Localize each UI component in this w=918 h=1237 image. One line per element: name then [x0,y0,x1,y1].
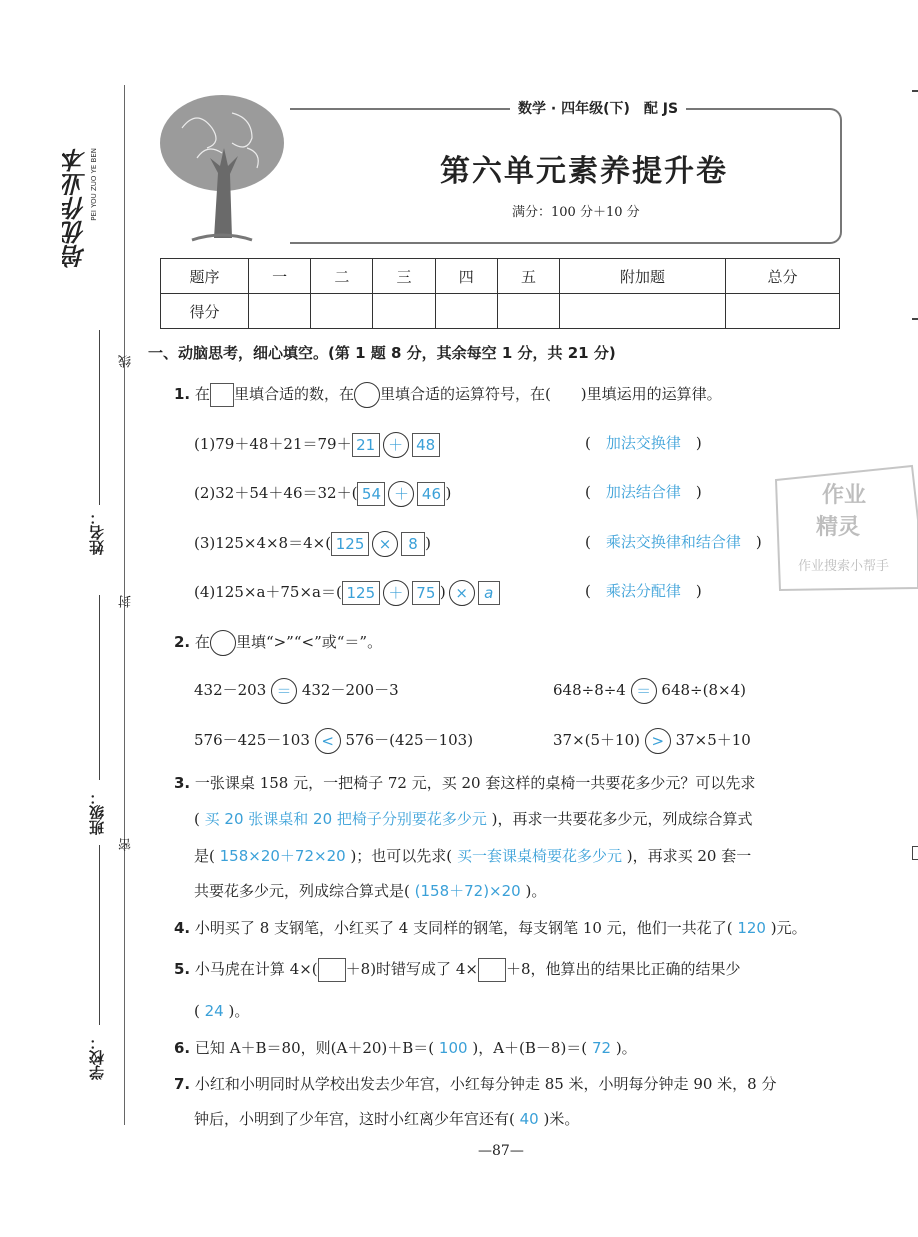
compare-right: 576－(425－103) [345,731,474,749]
answer-box[interactable]: 75 [412,581,440,605]
score-table-score-row [161,294,840,329]
blank-box-icon [478,958,506,982]
score-table [160,258,840,329]
name-label: 姓名： [88,510,106,555]
answer-circle[interactable]: ＋ [383,580,409,606]
q1-text: 在 [194,385,210,403]
score-table-cell: 一 [249,259,311,294]
score-table-cell: 题序 [161,259,249,294]
q3-line-3 [194,845,751,866]
expression: ) [439,583,446,601]
q5-text: )。 [228,1002,250,1020]
answer-law[interactable]: 乘法分配律 [605,582,681,600]
q3-text: )，再求买 20 套一 [626,847,752,865]
q2-text: 在 [194,633,210,651]
q6-text: 已知 A＋B＝80，则(A＋20)＋B＝( [194,1039,435,1057]
compare-left: 648÷8÷4 [553,681,626,699]
answer-box[interactable]: 125 [342,581,380,605]
answer-text[interactable]: 24 [204,1002,224,1020]
score-info: 满分：100 分＋10 分 [512,205,640,220]
q1-law-2: ( 加法结合律 ) [585,483,702,501]
class-field[interactable] [99,595,100,780]
answer-box[interactable]: 46 [417,482,445,506]
edge-mark [912,318,918,320]
question-6 [174,1037,637,1058]
stamp-text: 精灵 [816,514,861,540]
edge-mark [912,90,918,92]
question-3 [174,772,755,793]
question-5 [174,958,740,982]
score-table-cell: 三 [373,259,435,294]
q3-text: )。 [525,882,547,900]
score-table-cell: 总分 [725,259,839,294]
q6-text: )。 [615,1039,637,1057]
compare-left: 37×(5＋10) [553,731,640,749]
question-number: 2. [174,633,191,651]
answer-text[interactable]: 100 [438,1039,468,1057]
compare-answer[interactable]: ＝ [631,678,657,704]
q5-text: 小马虎在计算 4×( [194,960,318,978]
q2-text: 里填“>”“<”或“＝”。 [235,633,383,651]
q5-line-2 [194,1000,249,1021]
q1-text: 里填合适的运算符号，在( )里填运用的运算律。 [379,385,722,403]
compare-item [553,678,746,704]
expression: (1)79＋48＋21＝79＋ [194,435,352,453]
expression: (2)32＋54＋46＝32＋( [194,484,358,502]
score-cell[interactable] [560,294,726,329]
answer-law[interactable]: 加法交换律 [605,434,681,452]
q7-text: 小红和小明同时从学校出发去少年宫，小红每分钟走 85 米，小明每分钟走 90 米，8 分 [194,1075,777,1093]
compare-right: 648÷(8×4) [661,681,746,699]
score-table-cell: 二 [311,259,373,294]
question-1 [174,382,722,408]
score-cell[interactable] [249,294,311,329]
edge-mark [912,846,918,860]
q3-text: )；也可以先求( [350,847,453,865]
q4-text: 小明买了 8 支钢笔，小红买了 4 支同样的钢笔，每支钢笔 10 元，他们一共花了( [194,919,733,937]
question-4 [174,917,807,938]
answer-box[interactable]: a [478,581,500,605]
score-cell[interactable] [435,294,497,329]
q6-text: )，A＋(B－8)＝( [472,1039,588,1057]
school-field[interactable] [99,845,100,1025]
question-number: 7. [174,1075,191,1093]
binding-label-line: 线 [119,355,134,368]
q1-row-4 [194,580,500,606]
answer-circle[interactable]: × [449,580,475,606]
compare-answer[interactable]: > [645,728,671,754]
blank-circle-icon [210,630,236,656]
compare-answer[interactable]: ＝ [271,678,297,704]
score-table-cell: 四 [435,259,497,294]
question-number: 6. [174,1039,191,1057]
binding-label-mi: 密 [119,838,134,851]
answer-box[interactable]: 8 [401,532,425,556]
q7-text: )米。 [543,1110,580,1128]
q3-line-2 [194,808,753,829]
compare-item [194,728,473,754]
q3-line-4 [194,880,546,901]
q1-text: 里填合适的数，在 [233,385,354,403]
answer-box[interactable]: 21 [352,433,380,457]
page-number: —87— [478,1143,524,1159]
answer-text[interactable]: 买一套课桌椅要花多少元 [456,847,622,865]
score-cell[interactable] [311,294,373,329]
answer-circle[interactable]: ＋ [388,481,414,507]
compare-left: 576－425－103 [194,731,310,749]
page-title: 第六单元素养提升卷 [440,154,728,189]
score-row-label: 得分 [161,294,249,329]
compare-left: 432－203 [194,681,267,699]
expression: ) [425,534,431,552]
q1-law-3: ( 乘法交换律和结合律 ) [585,533,762,551]
section-title: 一、动脑思考，细心填空。(第 1 题 8 分，其余每空 1 分，共 21 分) [148,344,616,362]
answer-box[interactable]: 48 [412,433,440,457]
stamp-text: 作业搜索小帮手 [798,559,890,574]
question-7 [174,1073,776,1094]
compare-answer[interactable]: < [315,728,341,754]
answer-law[interactable]: 乘法交换律和结合律 [605,533,741,551]
score-cell[interactable] [725,294,839,329]
q3-text: 共要花多少元，列成综合算式是( [194,882,410,900]
expression: (4)125×a＋75×a＝( [194,583,342,601]
q1-law-4: ( 乘法分配律 ) [585,582,702,600]
answer-law[interactable]: 加法结合律 [605,483,681,501]
school-label: 学校： [88,1035,106,1080]
answer-box[interactable]: 125 [331,532,369,556]
compare-item [553,728,751,754]
question-number: 1. [174,385,191,403]
q4-text: )元。 [770,919,807,937]
blank-box-icon [318,958,346,982]
logo-text: 培优作业本 [62,148,90,268]
answer-text[interactable]: 买 20 张课桌和 20 把椅子分别要花多少元 [204,810,487,828]
q5-text: ＋8)时错写成了 4× [345,960,478,978]
q3-text: ( [194,810,200,828]
score-table-header-row [161,259,840,294]
score-cell[interactable] [497,294,559,329]
q7-text: 钟后，小明到了少年宫，这时小红离少年宫还有( [194,1110,515,1128]
answer-text[interactable]: 40 [519,1110,539,1128]
score-cell[interactable] [373,294,435,329]
compare-item [194,678,399,704]
q1-row-2 [194,481,451,507]
logo-sub: PEI YOU ZUO YE BEN [90,148,98,221]
answer-box[interactable]: 54 [357,482,385,506]
name-field[interactable] [99,330,100,505]
answer-text[interactable]: 72 [591,1039,612,1057]
q5-text: ＋8，他算出的结果比正确的结果少 [505,960,741,978]
answer-text[interactable]: 158×20＋72×20 [219,847,346,865]
blank-circle-icon [354,382,380,408]
answer-circle[interactable]: × [372,531,398,557]
q1-law-1: ( 加法交换律 ) [585,434,702,452]
compare-right: 432－200－3 [301,681,399,699]
q3-text: 是( [194,847,215,865]
blank-box-icon [210,383,234,407]
watermark-stamp [772,460,918,600]
brand-logo [58,148,110,288]
answer-text[interactable]: 120 [737,919,766,937]
question-number: 5. [174,960,191,978]
score-table-cell: 附加题 [560,259,726,294]
compare-right: 37×5＋10 [675,731,751,749]
q3-text: )，再求一共要花多少元，列成综合算式 [491,810,753,828]
stamp-text: 作业 [822,482,867,508]
answer-circle[interactable]: ＋ [383,432,409,458]
expression: ) [445,484,452,502]
class-label: 班级： [88,790,106,835]
tree-illustration [152,88,292,248]
question-number: 3. [174,774,191,792]
answer-text[interactable]: (158＋72)×20 [414,882,521,900]
q5-text: ( [194,1002,200,1020]
q3-text: 一张课桌 158 元，一把椅子 72 元，买 20 套这样的桌椅一共要花多少元？可以先求 [194,774,756,792]
question-number: 4. [174,919,191,937]
series-label: 数学 · 四年级(下) 配 JS [510,98,686,118]
expression: (3)125×4×8＝4×( [194,534,332,552]
q1-row-3 [194,531,431,557]
q1-row-1 [194,432,440,458]
score-table-cell: 五 [497,259,559,294]
binding-label-feng: 封 [119,595,134,608]
question-2 [174,630,382,656]
q7-line-2 [194,1108,579,1129]
